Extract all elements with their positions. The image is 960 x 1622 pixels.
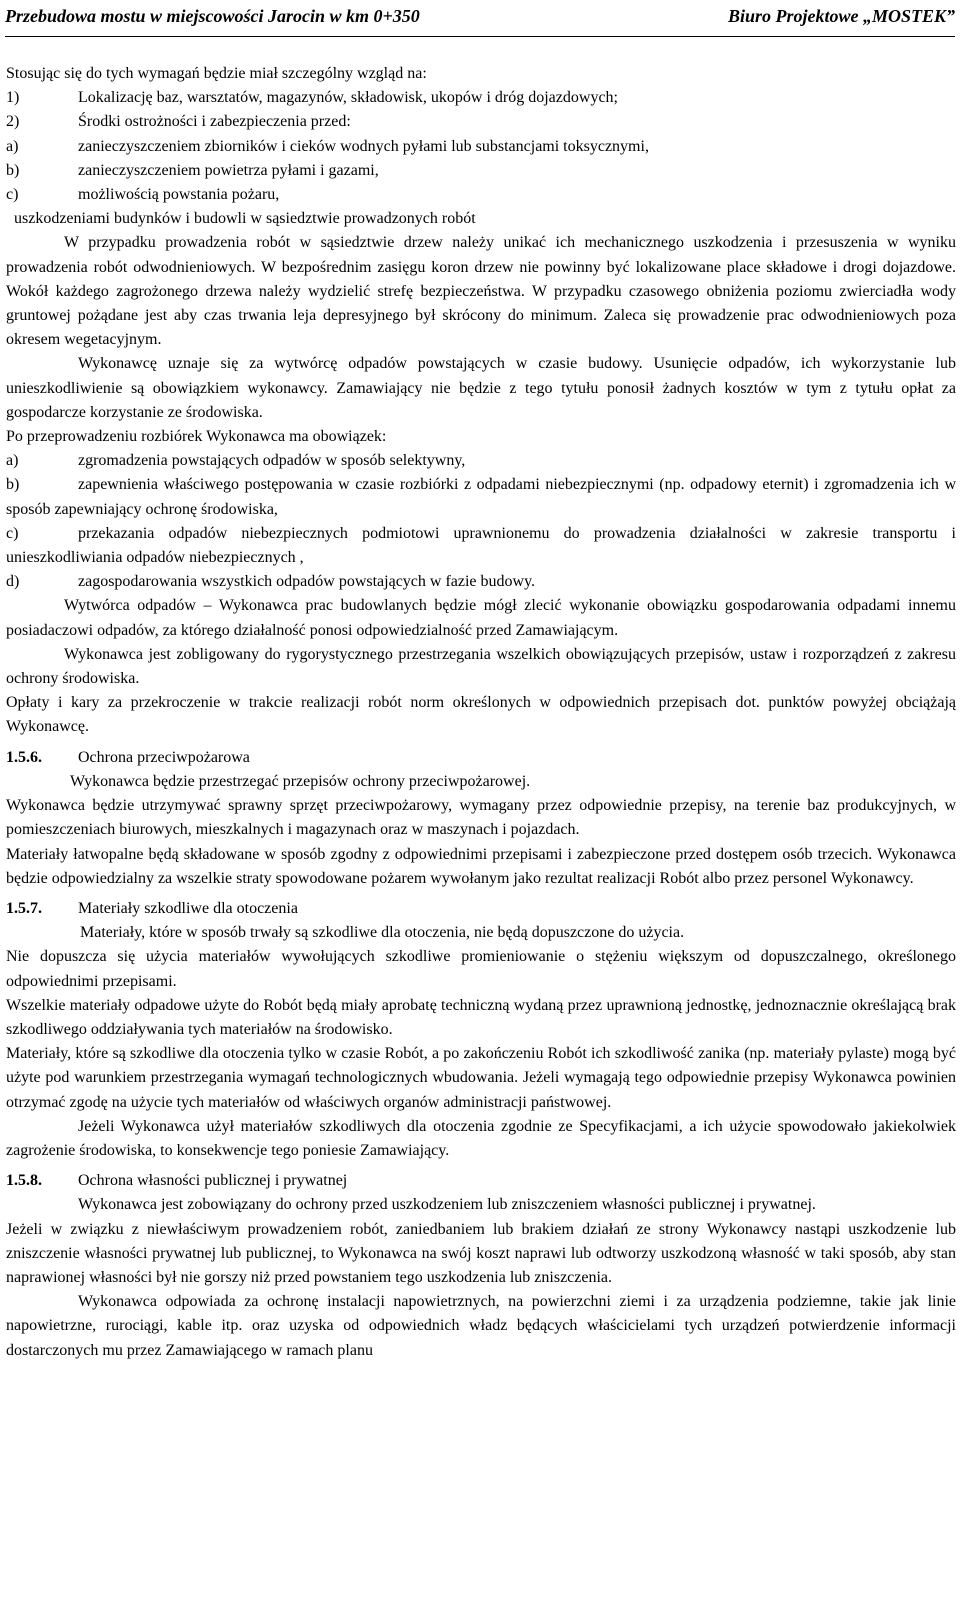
list-marker: a)	[6, 452, 19, 470]
paragraph: Wykonawca odpowiada za ochronę instalacji napowietrznych, na powierzchni ziemi i za urządzenia podziemne, takie jak linie napowietrzne, rurociągi, kable itp. oraz uzyska od odpowiednich władz będących właścicielami tych urządzeń potwierdzenie informacji dostarczonych mu przez Zamawiającego w ramach planu	[6, 1293, 956, 1359]
list-text: zanieczyszczeniem powietrza pyłami i gazami,	[78, 161, 379, 179]
header-project-title: Przebudowa mostu w miejscowości Jarocin w km 0+350	[5, 6, 420, 26]
paragraph: Opłaty i kary za przekroczenie w trakcie realizacji robót norm określonych w odpowiednich przepisach dot. punktów powyżej obciążają Wykonawcę.	[6, 694, 956, 736]
section-number: 1.5.8.	[6, 1172, 42, 1190]
list-text: zagospodarowania wszystkich odpadów powstających w fazie budowy.	[78, 573, 536, 591]
paragraph: Po przeprowadzeniu rozbiórek Wykonawca ma obowiązek:	[6, 428, 387, 446]
list-marker: b)	[6, 476, 20, 494]
paragraph: Wykonawcę uznaje się za wytwórcę odpadów powstających w czasie budowy. Usunięcie odpadów, ich wykorzystanie lub unieszkodliwienie są obowiązkiem wykonawcy. Zamawiający nie będzie z tego tytułu ponosił żadnych kosztów w tym z tytułu opłat za gospodarcze korzystanie ze środowiska.	[6, 355, 956, 421]
list-marker: b)	[6, 161, 20, 179]
section-heading	[6, 897, 956, 921]
list-marker: c)	[6, 186, 19, 204]
paragraph: Jeżeli Wykonawca użył materiałów szkodliwych dla otoczenia zgodnie ze Specyfikacjami, a ich użycie spowodowało jakiekolwiek zagrożenie środowiska, to konsekwencje tego poniesie Zamawiający.	[6, 1117, 956, 1159]
list-item	[6, 449, 956, 473]
list-item	[6, 135, 956, 159]
section-number: 1.5.7.	[6, 899, 42, 917]
paragraph: uszkodzeniami budynków i budowli w sąsiedztwie prowadzonych robót	[14, 210, 476, 228]
list-text: zgromadzenia powstających odpadów w sposób selektywny,	[78, 452, 466, 470]
document-body	[6, 62, 956, 1363]
list-item	[6, 110, 956, 134]
list-item	[6, 86, 956, 110]
list-item	[6, 570, 956, 594]
list-item	[6, 522, 956, 570]
page-header	[5, 0, 955, 37]
paragraph: Jeżeli w związku z niewłaściwym prowadzeniem robót, zaniedbaniem lub brakiem działań ze strony Wykonawcy nastąpi uszkodzenie lub zniszczenie własności prywatnej lub publicznej, to Wykonawca na swój koszt naprawi lub odtworzy uszkodzoną własność w taki sposób, aby stan naprawionej własności był nie gorszy niż przed powstaniem tego uszkodzenia lub zniszczenia.	[6, 1220, 956, 1286]
section-lead: Wykonawca jest zobowiązany do ochrony przed uszkodzeniem lub zniszczeniem własności publicznej i prywatnej.	[78, 1196, 816, 1214]
section-heading	[6, 1169, 956, 1193]
list-marker: a)	[6, 137, 19, 155]
header-company-name: Biuro Projektowe „MOSTEK”	[727, 6, 955, 26]
list-text: możliwością powstania pożaru,	[78, 186, 280, 204]
list-text: przekazania odpadów niebezpiecznych podmiotowi uprawnionemu do prowadzenia działalności w zakresie transportu i unieszkodliwiania odpadów niebezpiecznych ,	[6, 524, 956, 567]
section-lead: Wykonawca będzie przestrzegać przepisów ochrony przeciwpożarowej.	[70, 772, 531, 790]
section-number: 1.5.6.	[6, 748, 42, 766]
list-text: Lokalizację baz, warsztatów, magazynów, składowisk, ukopów i dróg dojazdowych;	[78, 89, 618, 107]
paragraph: Materiały łatwopalne będą składowane w sposób zgodny z odpowiednimi przepisami i zabezpieczone przed dostępem osób trzecich. Wykonawca będzie odpowiedzialny za wszelkie straty spowodowane pożarem wywołanym jako rezultat realizacji Robót albo przez personel Wykonawcy.	[6, 845, 956, 887]
list-marker: d)	[6, 573, 20, 591]
paragraph: Nie dopuszcza się użycia materiałów wywołujących szkodliwe promieniowanie o stężeniu większym od dopuszczalnego, określonego odpowiednimi przepisami.	[6, 948, 956, 990]
paragraph: Wykonawca jest zobligowany do rygorystycznego przestrzegania wszelkich obowiązujących przepisów, ustaw i rozporządzeń z zakresu ochrony środowiska.	[6, 645, 956, 688]
paragraph: Materiały, które są szkodliwe dla otoczenia tylko w czasie Robót, a po zakończeniu Robót ich szkodliwość zanika (np. materiały pylaste) mogą być użyte pod warunkiem przestrzegania wymagań technologicznych wbudowania. Jeżeli wymagają tego odpowiednie przepisy Wykonawca powinien otrzymać zgodę na użycie tych materiałów od właściwych organów administracji państwowej.	[6, 1045, 956, 1111]
paragraph: Wszelkie materiały odpadowe użyte do Robót będą miały aprobatę techniczną wydaną przez uprawnioną jednostkę, jednoznacznie określającą brak szkodliwego oddziaływania tych materiałów na środowisko.	[6, 996, 956, 1038]
section-heading	[6, 746, 956, 770]
section-lead: Materiały, które w sposób trwały są szkodliwe dla otoczenia, nie będą dopuszczone do użycia.	[80, 924, 685, 942]
section-title: Ochrona własności publicznej i prywatnej	[78, 1172, 348, 1190]
paragraph: Wykonawca będzie utrzymywać sprawny sprzęt przeciwpożarowy, wymagany przez odpowiednie przepisy, na terenie baz produkcyjnych, w pomieszczeniach biurowych, mieszkalnych i magazynach oraz w maszynach i pojazdach.	[6, 797, 956, 839]
list-item	[6, 183, 956, 207]
section-title: Ochrona przeciwpożarowa	[78, 748, 250, 766]
paragraph: Wytwórca odpadów – Wykonawca prac budowlanych będzie mógł zlecić wykonanie obowiązku gospodarowania odpadami innemu posiadaczowi odpadów, za którego działalność ponosi odpowiedzialność przed Zamawiającym.	[6, 597, 956, 639]
paragraph: W przypadku prowadzenia robót w sąsiedztwie drzew należy unikać ich mechanicznego uszkodzenia i przesuszenia w wyniku prowadzenia robót odwodnieniowych. W bezpośrednim zasięgu koron drzew nie powinny być lokalizowane place składowe i drogi dojazdowe. Wokół każdego zagrożonego drzewa należy wydzielić strefę bezpieczeństwa. W przypadku czasowego obniżenia poziomu zwierciadła wody gruntowej pożądane jest aby czas trwania leja depresyjnego był skrócony do minimum. Zaleca się prowadzenie prac odwodnieniowych poza okresem wegetacyjnym.	[6, 234, 956, 349]
list-item	[6, 159, 956, 183]
list-marker: 2)	[6, 113, 20, 131]
list-marker: c)	[6, 524, 19, 542]
list-text: zapewnienia właściwego postępowania w czasie rozbiórki z odpadami niebezpiecznymi (np. odpadowy eternit) i zgromadzenia ich w sposób zapewniający ochronę środowiska,	[6, 476, 956, 518]
list-text: Środki ostrożności i zabezpieczenia przed:	[78, 113, 351, 131]
list-marker: 1)	[6, 89, 20, 107]
section-title: Materiały szkodliwe dla otoczenia	[78, 899, 298, 917]
list-item	[6, 473, 956, 521]
list-text: zanieczyszczeniem zbiorników i cieków wodnych pyłami lub substancjami toksycznymi,	[78, 137, 649, 155]
paragraph: Stosując się do tych wymagań będzie miał szczególny wzgląd na:	[6, 65, 427, 82]
